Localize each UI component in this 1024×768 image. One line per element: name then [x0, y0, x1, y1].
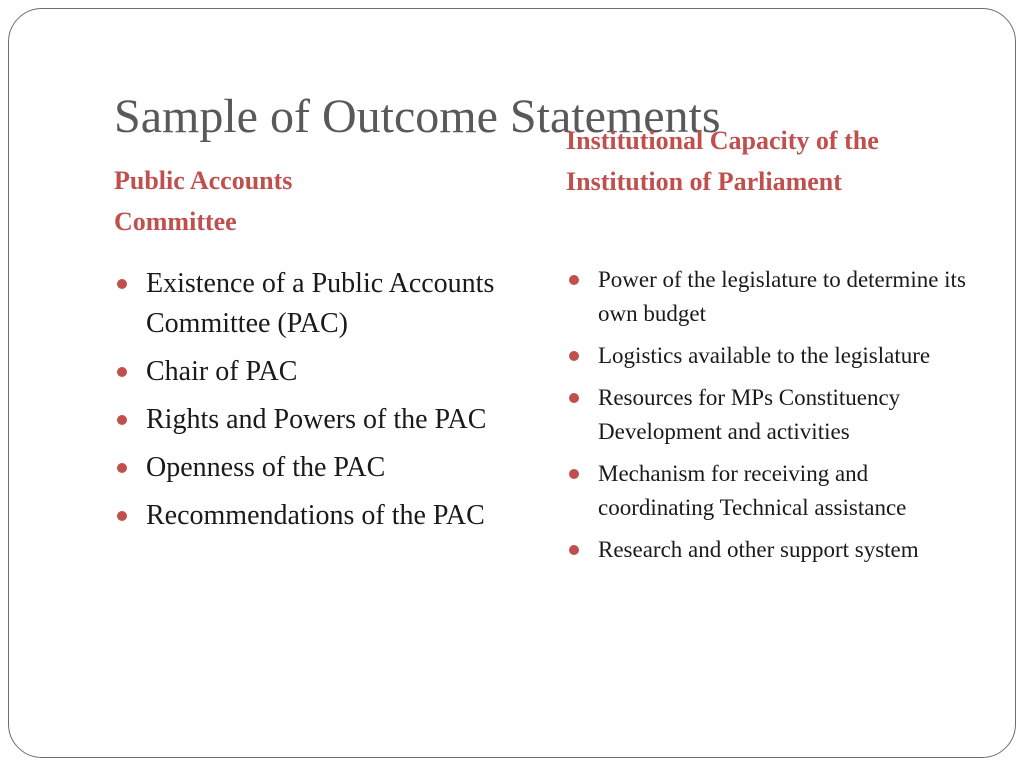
list-item — [114, 448, 514, 488]
bullet-dot-icon — [117, 511, 127, 521]
list-item-text: Research and other support system — [598, 537, 919, 562]
list-item-text: Power of the legislature to determine its own budget — [598, 267, 966, 326]
left-column-heading: Public Accounts Committee — [114, 166, 293, 236]
list-item — [566, 339, 986, 373]
bullet-dot-icon — [117, 367, 127, 377]
bullet-dot-icon — [569, 545, 579, 555]
list-item-text: Mechanism for receiving and coordinating Technical assistance — [598, 461, 907, 520]
right-column-heading: Institutional Capacity of the Institution of Parliament — [566, 126, 879, 196]
list-item — [114, 264, 514, 344]
slide — [8, 8, 1016, 758]
left-bullet-list — [114, 264, 514, 544]
list-item-text: Recommendations of the PAC — [146, 500, 485, 531]
bullet-dot-icon — [117, 415, 127, 425]
right-bullet-list — [566, 263, 986, 575]
list-item — [114, 496, 514, 536]
bullet-dot-icon — [569, 351, 579, 361]
list-item — [114, 352, 514, 392]
list-item-text: Logistics available to the legislature — [598, 343, 931, 368]
bullet-dot-icon — [117, 279, 127, 289]
list-item-text: Openness of the PAC — [146, 452, 386, 483]
bullet-dot-icon — [117, 463, 127, 473]
bullet-dot-icon — [569, 469, 579, 479]
list-item-text: Rights and Powers of the PAC — [146, 404, 487, 435]
bullet-dot-icon — [569, 275, 579, 285]
list-item-text: Chair of PAC — [146, 356, 298, 387]
list-item — [566, 533, 986, 567]
list-item — [566, 381, 986, 449]
list-item — [566, 263, 986, 331]
slide-title: Sample of Outcome Statements — [114, 90, 721, 143]
bullet-dot-icon — [569, 393, 579, 403]
list-item — [566, 457, 986, 525]
list-item-text: Existence of a Public Accounts Committee (PAC) — [146, 268, 495, 339]
list-item-text: Resources for MPs Constituency Development and activities — [598, 385, 901, 444]
list-item — [114, 400, 514, 440]
